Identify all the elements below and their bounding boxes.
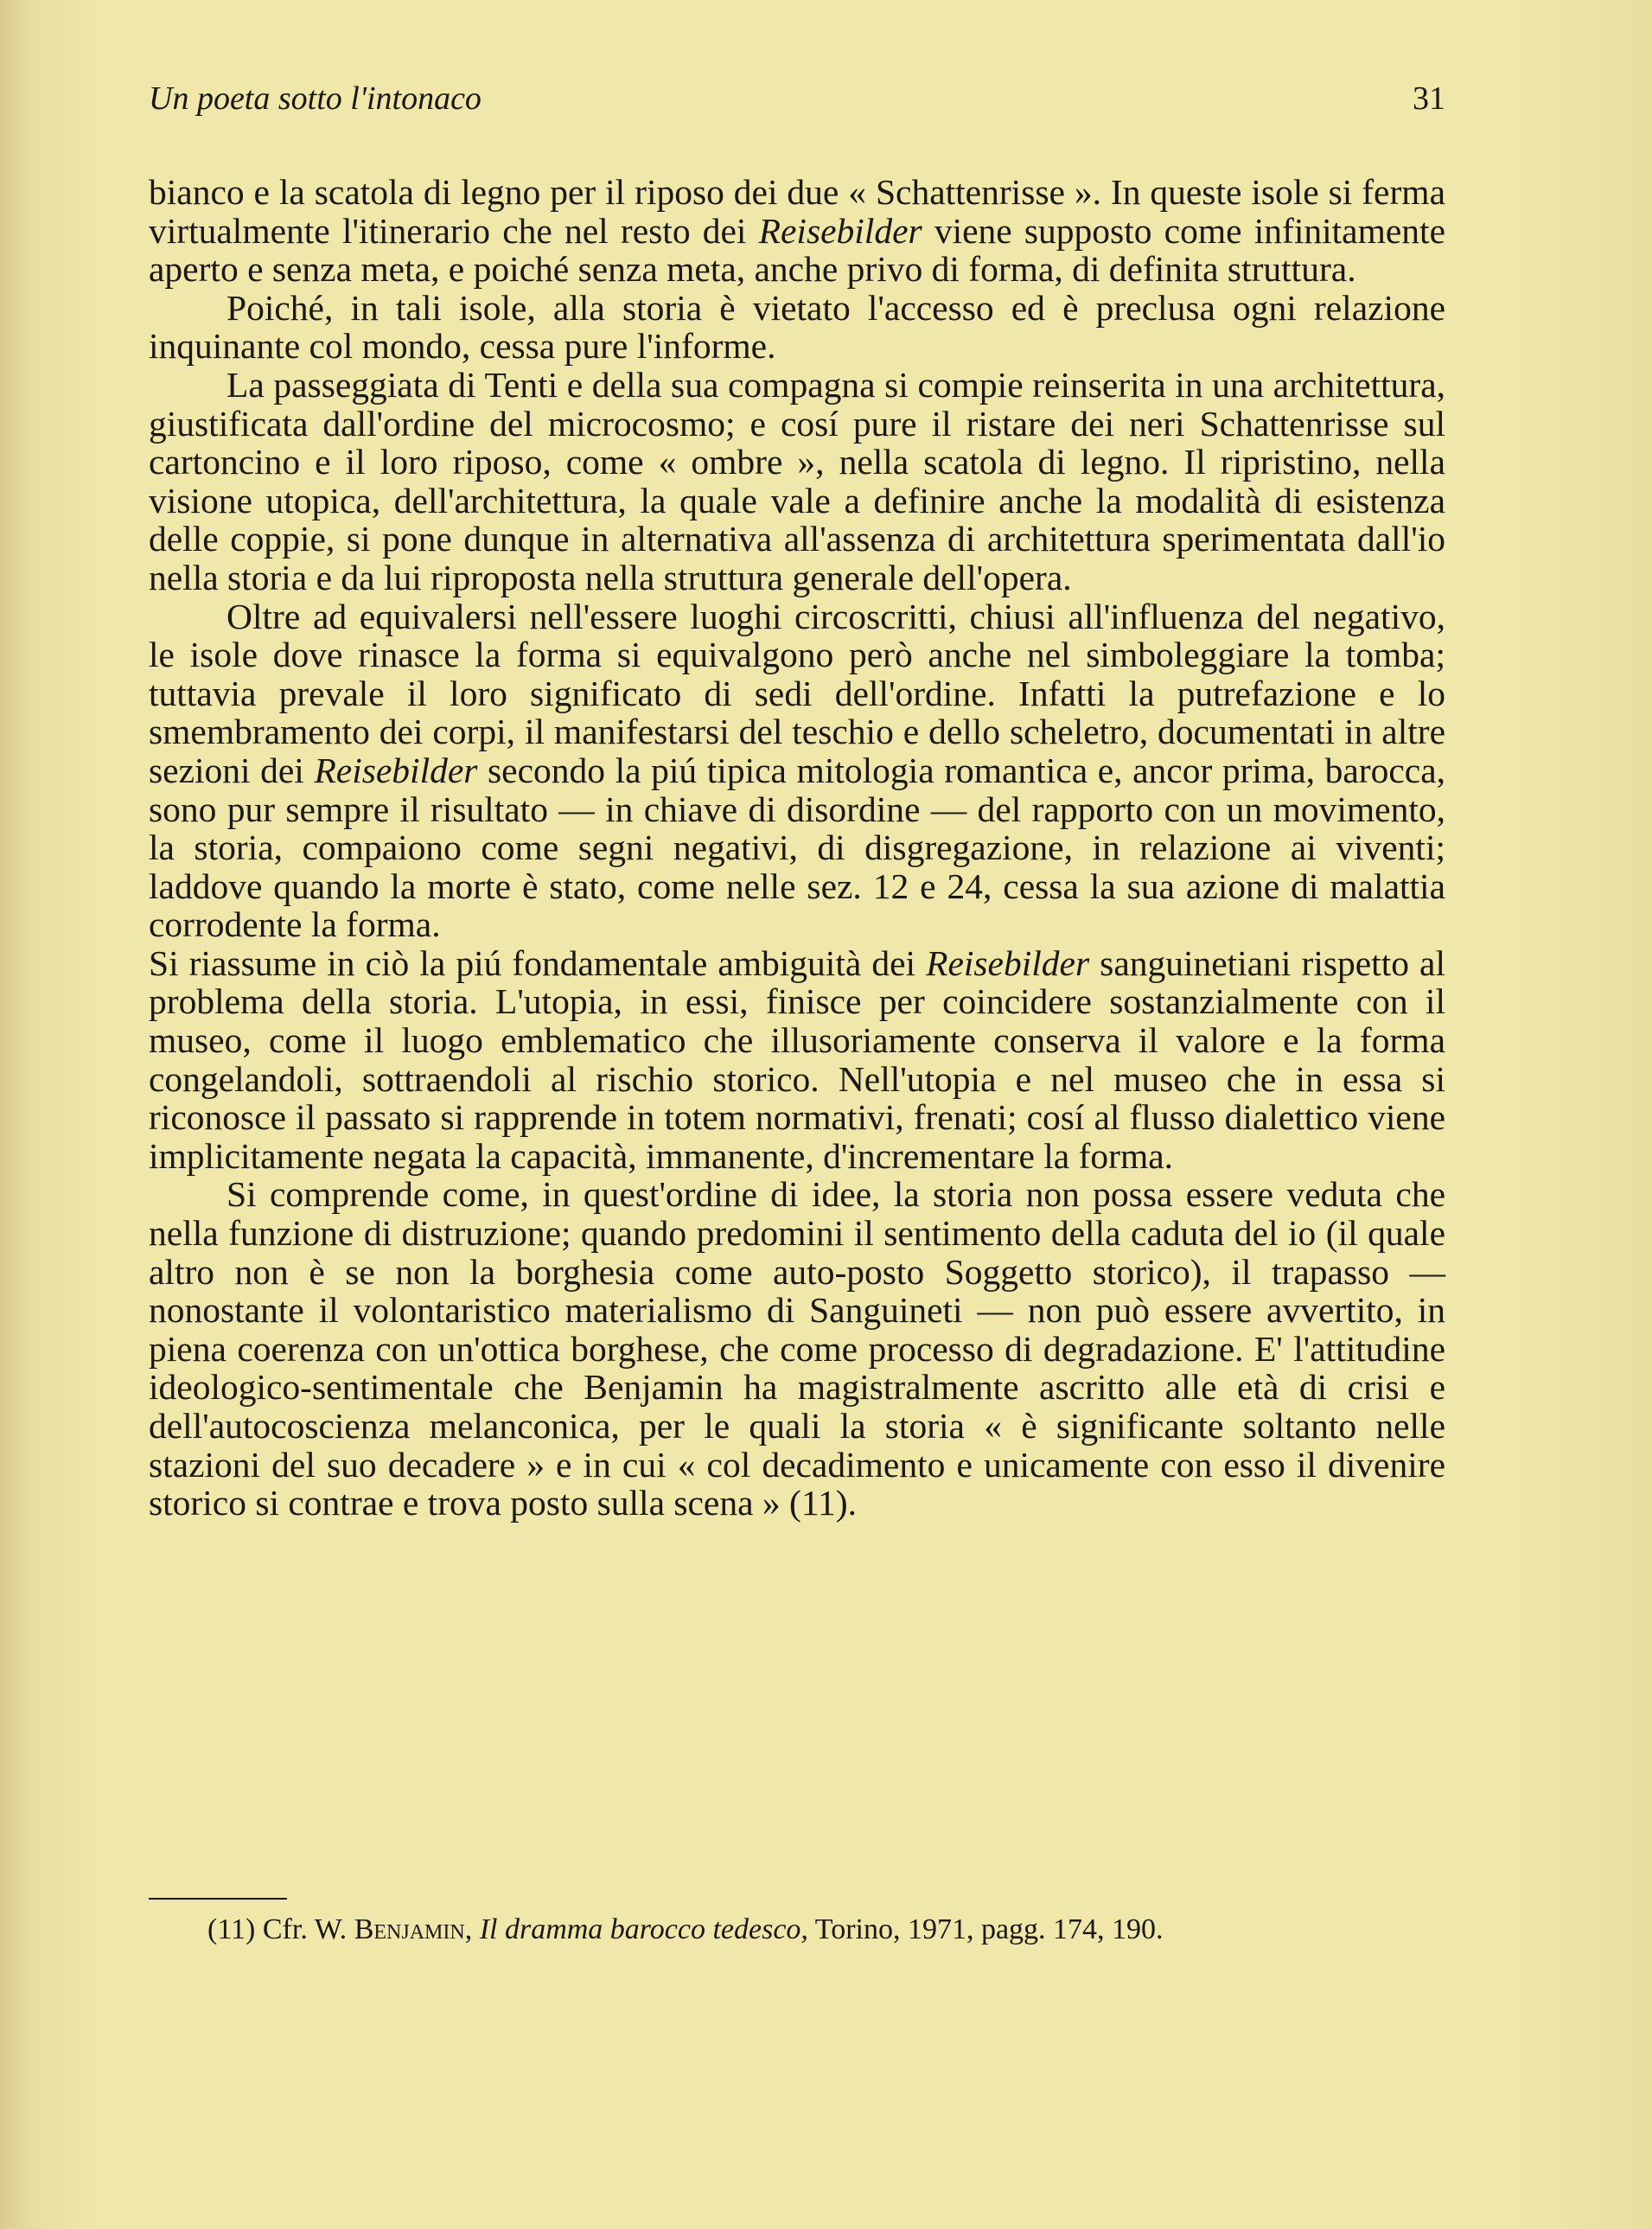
paragraph-1 [149, 173, 1445, 289]
page-header [149, 80, 1445, 123]
running-title: Un poeta sotto l'intonaco [149, 80, 482, 117]
paragraph-1-italic-title: Reisebilder [758, 210, 922, 251]
page-number: 31 [1413, 80, 1445, 117]
footnote-separator-text: , [464, 1913, 480, 1945]
paragraph-4-text-a: Oltre ad equivalersi nell'essere luoghi circoscritti, chiusi all'influenza del negativo, le isole dove rinasce la forma si equivalgono però anche nel simboleggiare la tomba; tuttavia prevale il loro significato di sedi dell'ordine. Infatti la putrefazione e lo smembramento dei corpi, il manifestarsi del teschio e dello scheletro, documentati in altre sezioni dei [149, 596, 1445, 790]
paragraph-4-text-b: secondo la piú tipica mitologia romantica e, ancor prima, barocca, sono pur sempre il risultato — in chiave di disordine — del rapporto con un movimento, la storia, compaiono come segni negativi, di disgregazione, in relazione ai viventi; laddove quando la morte è stato, come nelle sez. 12 e 24, cessa la sua azione di malattia corrodente la forma. [149, 750, 1446, 945]
footnote-rest: Torino, 1971, pagg. 174, 190. [807, 1913, 1164, 1945]
paragraph-6: Si comprende come, in quest'ordine di idee, la storia non possa essere veduta che nella funzione di distruzione; quando predomini il sentimento della caduta del io (il quale altro non è se non la borghesia come auto-posto Soggetto storico), il trapasso — nonostante il volontaristico materialismo di Sanguineti — non può essere avvertito, in piena coerenza con un'ottica borghese, che come processo di degradazione. E' l'attitudine ideologico-sentimentale che Benjamin ha magistralmente ascritto alle età di crisi e dell'autocoscienza melanconica, per le quali la storia « è significante soltanto nelle stazioni del suo decadere » e in cui « col decadimento e unicamente con esso il divenire storico si contrae e trova posto sulla scena » (11). [149, 1174, 1445, 1523]
footnote-ref: (11) Cfr. W. [207, 1913, 354, 1945]
paragraph-5-text-a: Si riassume in ciò la piú fondamentale ambiguità dei [149, 942, 927, 983]
paragraph-5 [149, 944, 1445, 1176]
paragraph-3: La passeggiata di Tenti e della sua compagna si compie reinserita in una architettura, giustificata dall'ordine del microcosmo; e cosí pure il ristare dei neri Schattenrisse sul cartoncino e il loro riposo, come « ombre », nella scatola di legno. Il ripristino, nella visione utopica, dell'architettura, la quale vale a definire anche la modalità di esistenza delle coppie, si pone dunque in alternativa all'assenza di architettura sperimentata dall'io nella storia e da lui riproposta nella struttura generale dell'opera. [149, 364, 1445, 597]
paragraph-5-text-b: sanguinetiani rispetto al problema della storia. L'utopia, in essi, finisce per coincidere sostanzialmente con il museo, come il luogo emblematico che illusoriamente conserva il valore e la forma congelandoli, sottraendoli al rischio storico. Nell'utopia e nel museo che in essa si riconosce il passato si rapprende in totem normativi, frenati; cosí al flusso dialettico viene implicitamente negata la capacità, immanente, d'incrementare la forma. [149, 942, 1445, 1176]
paragraph-4 [149, 597, 1445, 944]
footnote-separator [149, 1898, 287, 1900]
footnote [149, 1913, 1445, 1947]
footnote-author: Benjamin [354, 1913, 465, 1945]
paragraph-5-italic-title: Reisebilder [926, 942, 1090, 983]
paragraph-1-text-a: bianco e la scatola di legno per il riposo dei due « Schattenrisse ». In queste isole si ferma virtualmente l'itinerario che nel resto dei [149, 172, 1445, 251]
body-text [149, 173, 1445, 1523]
paragraph-2: Poiché, in tali isole, alla storia è vietato l'accesso ed è preclusa ogni relazione inquinante col mondo, cessa pure l'informe. [149, 287, 1445, 367]
paragraph-1-text-b: viene supposto come infinitamente aperto e senza meta, e poiché senza meta, anche privo di forma, di definita struttura. [149, 210, 1446, 290]
footnote-title: Il dramma barocco tedesco, [479, 1913, 808, 1945]
paragraph-4-italic-title: Reisebilder [314, 750, 478, 790]
